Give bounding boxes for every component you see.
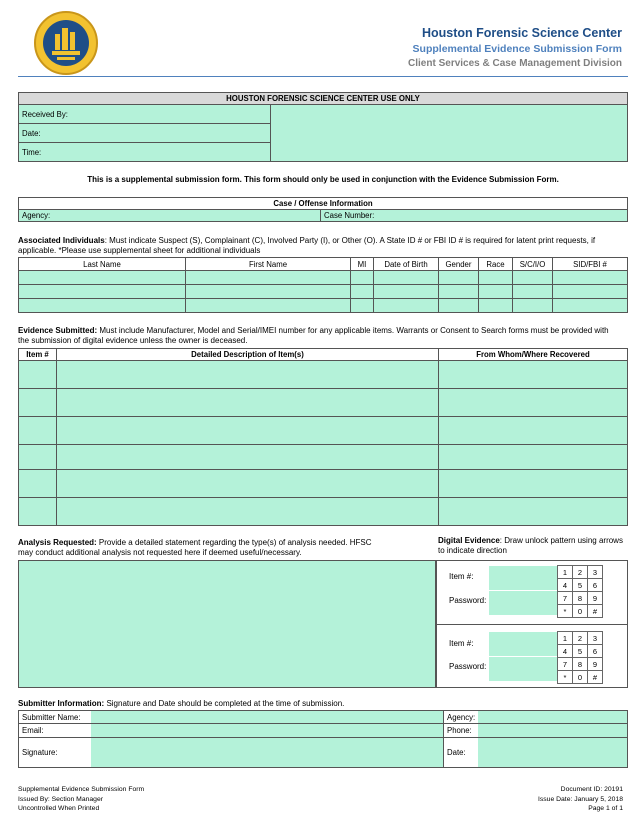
digital-heading: Digital Evidence: [438, 536, 500, 545]
digital-evidence-instructions: [438, 536, 623, 556]
agency-field[interactable]: Agency:: [19, 210, 321, 222]
col-first-name: First Name: [186, 258, 351, 271]
digital-text: : Draw unlock pattern using arrows to indicate direction: [438, 536, 623, 555]
individuals-text: : Must indicate Suspect (S), Complainant (C), Involved Party (I), or Other (O). A State ID # or FBI ID # is required for latent print requests, if applicable. *Please use supplemental sheet for additional individuals: [18, 236, 596, 255]
keypad-key[interactable]: 9: [588, 658, 603, 671]
phone-field[interactable]: [478, 724, 627, 738]
evidence-header-row: [19, 349, 628, 361]
individuals-header-row: [19, 258, 628, 271]
analysis-instructions: [18, 538, 388, 558]
signature-label: Signature:: [19, 738, 92, 768]
digital-evidence-box: [436, 560, 628, 688]
keypad-key[interactable]: 3: [588, 632, 603, 645]
col-race: Race: [479, 258, 513, 271]
form-title: Supplemental Evidence Submission Form: [412, 43, 622, 55]
col-dob: Date of Birth: [374, 258, 439, 271]
device2-item-field[interactable]: [489, 632, 557, 656]
analysis-text: Provide a detailed statement regarding the type(s) of analysis needed. HFSC may conduct additional analysis not requested here if deemed useful/necessary.: [18, 538, 372, 557]
col-scio: S/C/I/O: [513, 258, 553, 271]
keypad-key[interactable]: 7: [558, 658, 573, 671]
col-last-name: Last Name: [19, 258, 186, 271]
email-field[interactable]: [91, 724, 444, 738]
submitter-name-label: Submitter Name:: [19, 711, 92, 724]
submitter-heading: Submitter Information:: [18, 699, 105, 708]
keypad-key[interactable]: 1: [558, 632, 573, 645]
keypad-key[interactable]: 9: [588, 592, 603, 605]
col-mi: MI: [351, 258, 374, 271]
device1-password-field[interactable]: [489, 591, 557, 615]
header-rule: [18, 76, 628, 77]
use-only-table: [18, 92, 628, 162]
keypad-key[interactable]: #: [588, 605, 603, 618]
device1-password-label: Password:: [449, 596, 487, 605]
table-row[interactable]: [19, 417, 628, 445]
keypad-key[interactable]: 6: [588, 579, 603, 592]
keypad-key[interactable]: 8: [573, 592, 588, 605]
use-only-notes-area[interactable]: [271, 105, 628, 162]
col-item-number: Item #: [19, 349, 57, 361]
keypad-key[interactable]: 7: [558, 592, 573, 605]
submitter-table: [18, 710, 628, 768]
device1-item-field[interactable]: [489, 566, 557, 590]
footer-issued-by: Issued By: Section Manager: [18, 795, 104, 803]
evidence-text: Must include Manufacturer, Model and Serial/IMEI number for any applicable items. Warrants or Consent to Search forms must be provided with the submission of digital evidence unless the owner is deceased.: [18, 326, 609, 345]
submitter-name-field[interactable]: [91, 711, 444, 724]
col-recovered-from: From Whom/Where Recovered: [439, 349, 628, 361]
keypad-key[interactable]: #: [588, 671, 603, 684]
table-row[interactable]: [19, 285, 628, 299]
footer-page-number: Page 1 of 1: [588, 805, 623, 812]
keypad-key[interactable]: 3: [588, 566, 603, 579]
device2-password-field[interactable]: [489, 657, 557, 681]
keypad-key[interactable]: 2: [573, 632, 588, 645]
device-divider: [437, 624, 627, 625]
col-gender: Gender: [439, 258, 479, 271]
use-only-title: HOUSTON FORENSIC SCIENCE CENTER USE ONLY: [19, 93, 628, 105]
keypad-key[interactable]: *: [558, 671, 573, 684]
keypad-key[interactable]: 4: [558, 645, 573, 658]
supplemental-notice: This is a supplemental submission form. This form should only be used in conjunction with the Evidence Submission Form.: [87, 175, 559, 184]
evidence-heading: Evidence Submitted:: [18, 326, 98, 335]
table-row[interactable]: [19, 498, 628, 526]
case-info-table: [18, 197, 628, 222]
footer-form-name: Supplemental Evidence Submission Form: [18, 786, 145, 793]
email-label: Email:: [19, 724, 92, 738]
analysis-heading: Analysis Requested:: [18, 538, 97, 547]
individuals-instructions: [18, 236, 618, 256]
table-row[interactable]: [19, 445, 628, 470]
agency-label: Agency:: [444, 711, 479, 724]
footer-right: [538, 785, 623, 814]
col-sid-fbi: SID/FBI #: [553, 258, 628, 271]
col-description: Detailed Description of Item(s): [57, 349, 439, 361]
table-row[interactable]: [19, 389, 628, 417]
phone-label: Phone:: [444, 724, 479, 738]
keypad-key[interactable]: 5: [573, 579, 588, 592]
keypad-key[interactable]: 5: [573, 645, 588, 658]
keypad-key[interactable]: 4: [558, 579, 573, 592]
submitter-instructions: [18, 699, 618, 709]
keypad-key[interactable]: 6: [588, 645, 603, 658]
device2-password-label: Password:: [449, 662, 487, 671]
keypad-key[interactable]: *: [558, 605, 573, 618]
keypad-key[interactable]: 8: [573, 658, 588, 671]
footer-left: [18, 785, 144, 814]
case-info-title: Case / Offense Information: [19, 198, 628, 210]
evidence-instructions: [18, 326, 618, 346]
table-row[interactable]: [19, 361, 628, 389]
date-field[interactable]: Date:: [19, 124, 271, 143]
footer-document-id: Document ID: 20191: [560, 786, 623, 793]
keypad-key[interactable]: 1: [558, 566, 573, 579]
keypad-key[interactable]: 2: [573, 566, 588, 579]
received-by-field[interactable]: Received By:: [19, 105, 271, 124]
division-name: Client Services & Case Management Division: [408, 58, 622, 69]
signature-field[interactable]: [91, 738, 444, 768]
org-name: Houston Forensic Science Center: [421, 26, 622, 40]
submitter-agency-field[interactable]: [478, 711, 627, 724]
keypad-key[interactable]: 0: [573, 605, 588, 618]
time-field[interactable]: Time:: [19, 143, 271, 162]
analysis-requested-area[interactable]: [18, 560, 436, 688]
evidence-table: [18, 348, 628, 526]
individuals-heading: Associated Individuals: [18, 236, 105, 245]
device1-item-label: Item #:: [449, 572, 474, 581]
date-label: Date:: [444, 738, 479, 768]
footer-uncontrolled: Uncontrolled When Printed: [18, 805, 100, 812]
device1-keypad: [557, 565, 603, 618]
hfsc-logo: [33, 10, 99, 76]
device2-keypad: [557, 631, 603, 684]
keypad-key[interactable]: 0: [573, 671, 588, 684]
submitter-date-field[interactable]: [478, 738, 627, 768]
table-row[interactable]: [19, 299, 628, 313]
table-row[interactable]: [19, 470, 628, 498]
case-number-field[interactable]: Case Number:: [321, 210, 628, 222]
footer-issue-date: Issue Date: January 5, 2018: [537, 795, 623, 803]
table-row[interactable]: [19, 271, 628, 285]
device2-item-label: Item #:: [449, 639, 474, 648]
individuals-table: [18, 257, 628, 313]
submitter-text: Signature and Date should be completed at the time of submission.: [104, 699, 345, 708]
